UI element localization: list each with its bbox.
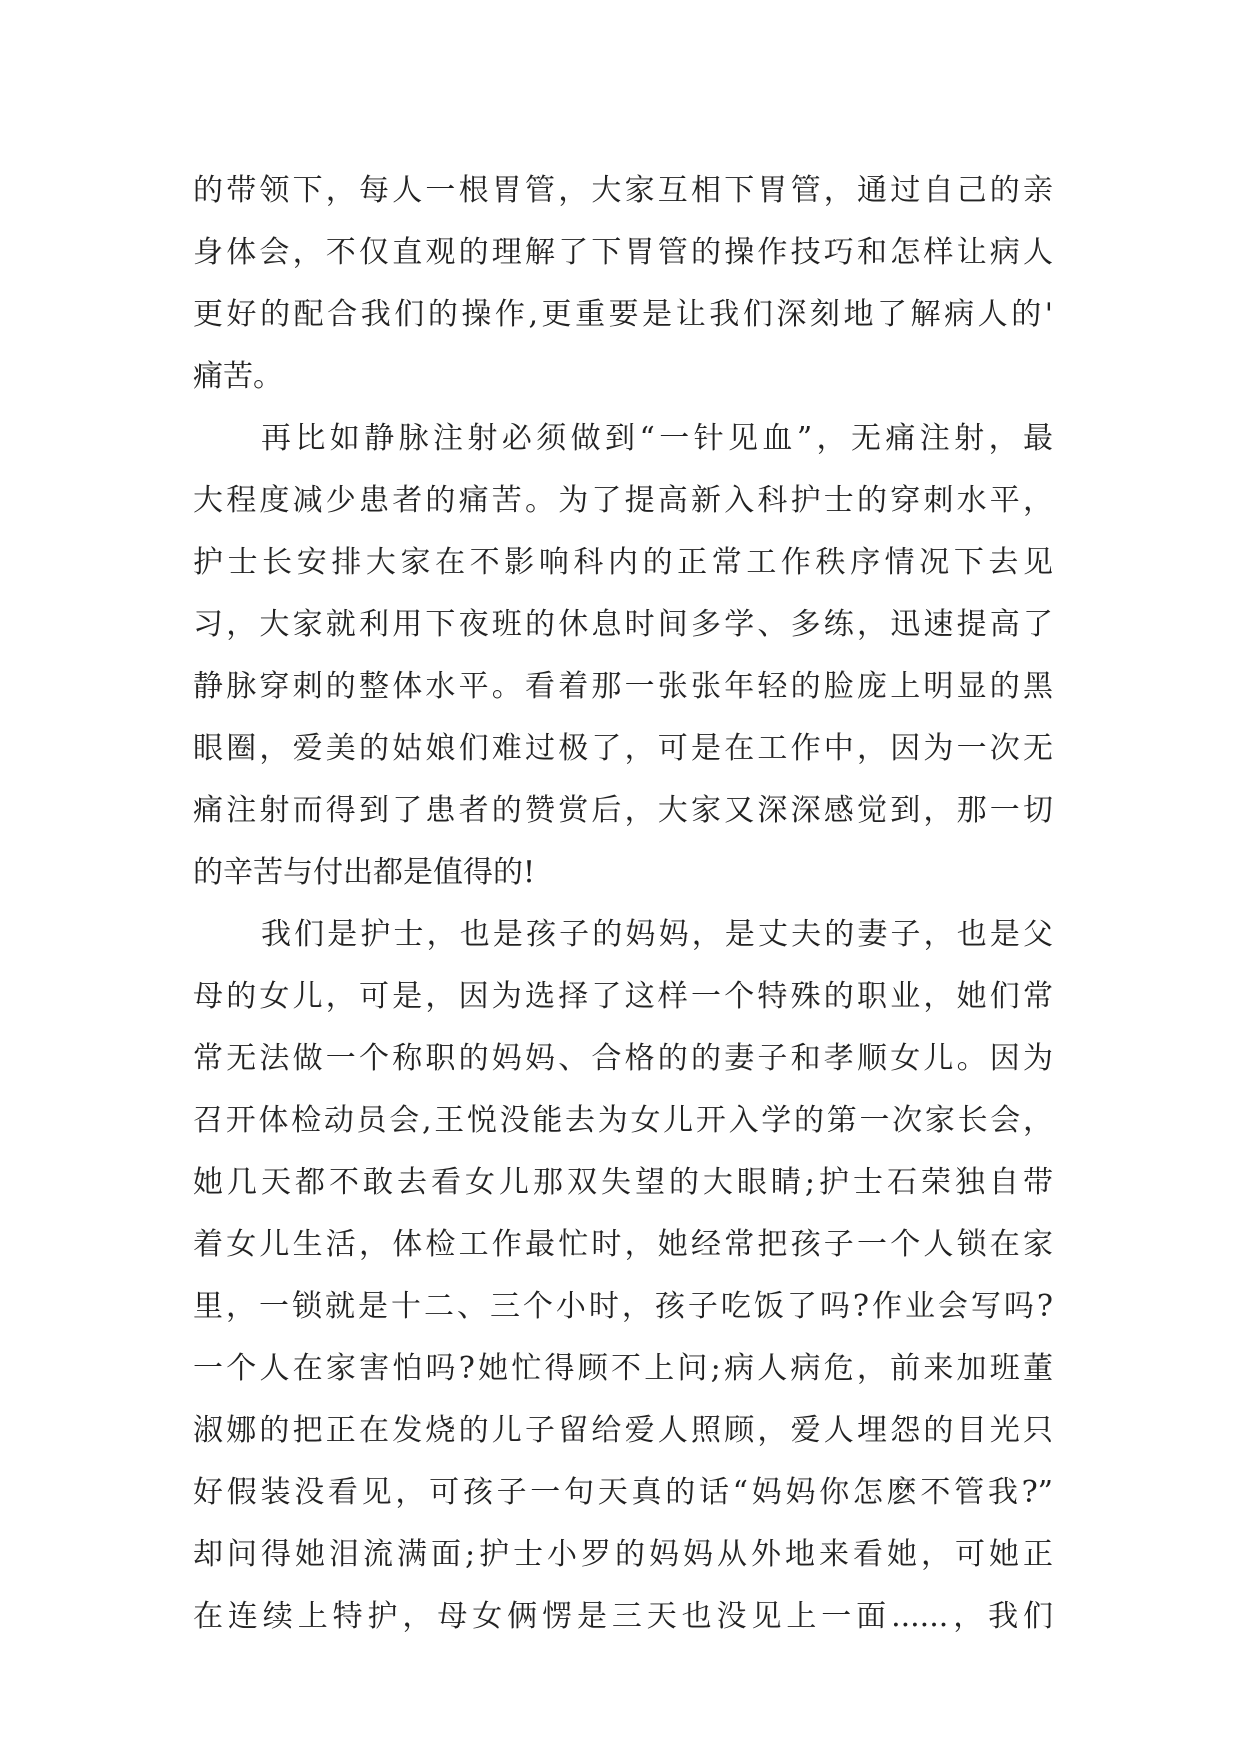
- text-line: 淑娜的把正在发烧的儿子留给爱人照顾，爱人埋怨的目光只: [193, 1413, 1053, 1448]
- text-line: 眼圈，爱美的姑娘们难过极了，可是在工作中，因为一次无: [193, 731, 1053, 766]
- text-line: 护士长安排大家在不影响科内的正常工作秩序情况下去见: [193, 545, 1053, 580]
- text-line: 大程度减少患者的痛苦。为了提高新入科护士的穿刺水平，: [193, 483, 1053, 518]
- text-line: 在连续上特护，母女俩愣是三天也没见上一面......，我们: [193, 1599, 1053, 1634]
- text-line: 她几天都不敢去看女儿那双失望的大眼睛;护士石荣独自带: [193, 1165, 1053, 1200]
- text-line: 的辛苦与付出都是值得的!: [193, 855, 536, 890]
- text-line: 常无法做一个称职的妈妈、合格的的妻子和孝顺女儿。因为: [193, 1041, 1053, 1076]
- text-line: 的带领下，每人一根胃管，大家互相下胃管，通过自己的亲: [193, 173, 1053, 208]
- text-line: 着女儿生活，体检工作最忙时，她经常把孩子一个人锁在家: [193, 1227, 1053, 1262]
- text-line: 痛苦。: [193, 359, 283, 394]
- text-line: 一个人在家害怕吗?她忙得顾不上问;病人病危，前来加班董: [193, 1351, 1053, 1386]
- text-line: 习，大家就利用下夜班的休息时间多学、多练，迅速提高了: [193, 607, 1053, 642]
- text-line: 里，一锁就是十二、三个小时，孩子吃饭了吗?作业会写吗?: [193, 1289, 1053, 1324]
- paragraph-start-line: 我们是护士，也是孩子的妈妈，是丈夫的妻子，也是父: [261, 917, 1053, 952]
- paragraph-start-line: 再比如静脉注射必须做到“一针见血”，无痛注射，最: [261, 421, 1053, 456]
- body-text: [193, 160, 1053, 1648]
- text-line: 更好的配合我们的操作,更重要是让我们深刻地了解病人的': [193, 297, 1053, 332]
- text-line: 好假装没看见，可孩子一句天真的话“妈妈你怎麽不管我?”: [193, 1475, 1053, 1510]
- text-line: 母的女儿，可是，因为选择了这样一个特殊的职业，她们常: [193, 979, 1053, 1014]
- text-line: 静脉穿刺的整体水平。看着那一张张年轻的脸庞上明显的黑: [193, 669, 1053, 704]
- text-line: 痛注射而得到了患者的赞赏后，大家又深深感觉到，那一切: [193, 793, 1053, 828]
- text-line: 却问得她泪流满面;护士小罗的妈妈从外地来看她，可她正: [193, 1537, 1053, 1572]
- text-line: 召开体检动员会,王悦没能去为女儿开入学的第一次家长会，: [193, 1103, 1053, 1138]
- text-line: 身体会，不仅直观的理解了下胃管的操作技巧和怎样让病人: [193, 235, 1053, 270]
